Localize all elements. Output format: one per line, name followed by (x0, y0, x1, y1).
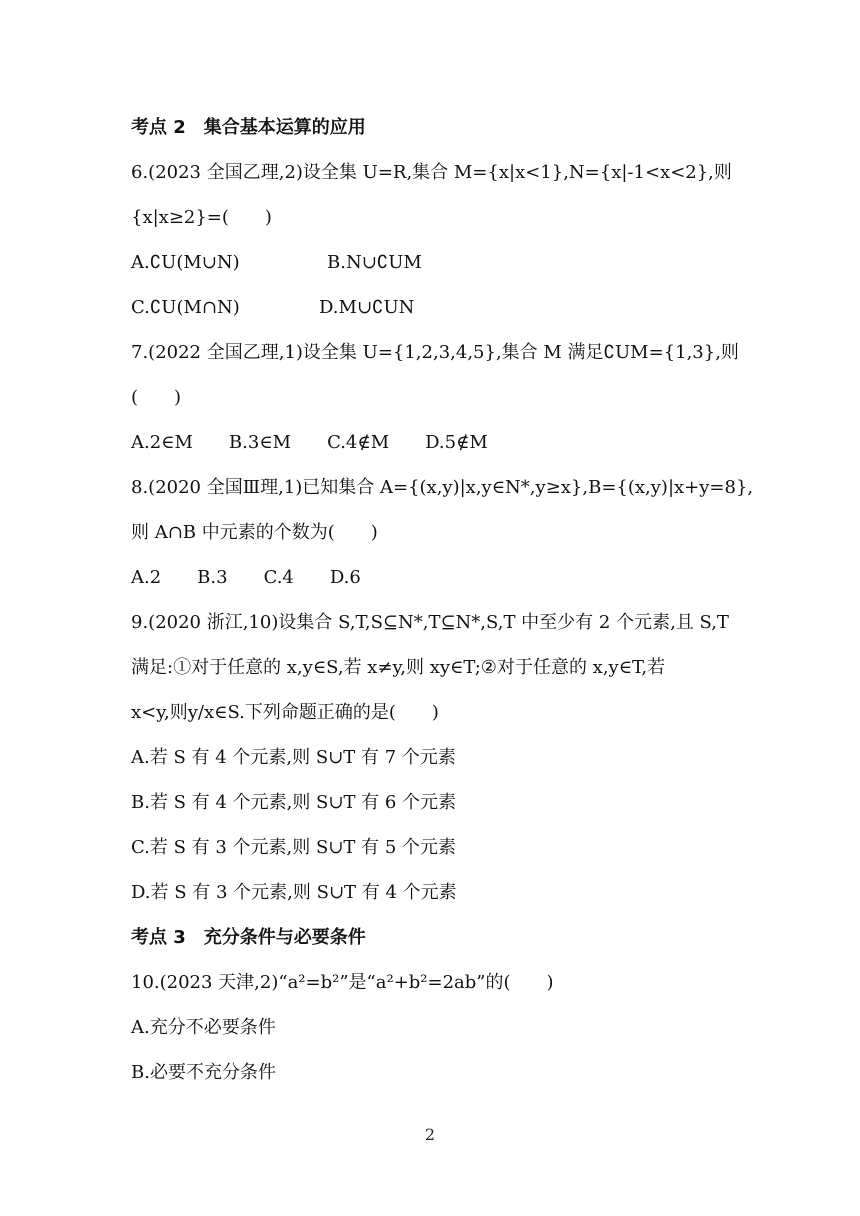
q7-stem-line1: 7.(2022 全国乙理,1)设全集 U={1,2,3,4,5},集合 M 满足∁UM={1,3},则 (131, 342, 739, 363)
section-heading-2: 考点 2 集合基本运算的应用 (131, 117, 366, 138)
q7-options: A.2∈M B.3∈M C.4∉M D.5∉M (131, 432, 488, 453)
q6-stem-line1: 6.(2023 全国乙理,2)设全集 U=R,集合 M={x|x<1},N={x|-1<x<2},则 (131, 162, 732, 183)
q9-stem-line2: 满足:①对于任意的 x,y∈S,若 x≠y,则 xy∈T;②对于任意的 x,y∈T,若 (131, 657, 666, 678)
q6-stem-line2: {x|x≥2}=( ) (131, 207, 272, 228)
q8-stem-line2: 则 A∩B 中元素的个数为( ) (131, 522, 378, 543)
q6-option-a: A.∁U(M∪N) (131, 252, 240, 273)
q9-stem-line3: x<y,则y/x∈S.下列命题正确的是( ) (131, 702, 439, 723)
page-number: 2 (424, 1125, 436, 1144)
q10-option-b: B.必要不充分条件 (131, 1062, 276, 1083)
q9-option-a: A.若 S 有 4 个元素,则 S∪T 有 7 个元素 (131, 747, 456, 768)
q10-stem-line1: 10.(2023 天津,2)“a²=b²”是“a²+b²=2ab”的( ) (131, 972, 554, 993)
q9-option-c: C.若 S 有 3 个元素,则 S∪T 有 5 个元素 (131, 837, 457, 858)
q9-stem-line1: 9.(2020 浙江,10)设集合 S,T,S⊆N*,T⊆N*,S,T 中至少有 2 个元素,且 S,T (131, 612, 729, 633)
q8-stem-line1: 8.(2020 全国Ⅲ理,1)已知集合 A={(x,y)|x,y∈N*,y≥x},B={(x,y)|x+y=8}, (131, 477, 754, 498)
q6-option-b: B.N∪∁UM (327, 252, 422, 273)
q7-stem-line2: ( ) (131, 387, 182, 408)
q10-option-a: A.充分不必要条件 (131, 1017, 276, 1038)
q8-options: A.2 B.3 C.4 D.6 (131, 567, 361, 588)
q9-option-b: B.若 S 有 4 个元素,则 S∪T 有 6 个元素 (131, 792, 457, 813)
section-heading-3: 考点 3 充分条件与必要条件 (131, 927, 366, 948)
q6-option-d: D.M∪∁UN (319, 297, 415, 318)
q6-option-c: C.∁U(M∩N) (131, 297, 240, 318)
q9-option-d: D.若 S 有 3 个元素,则 S∪T 有 4 个元素 (131, 882, 457, 903)
